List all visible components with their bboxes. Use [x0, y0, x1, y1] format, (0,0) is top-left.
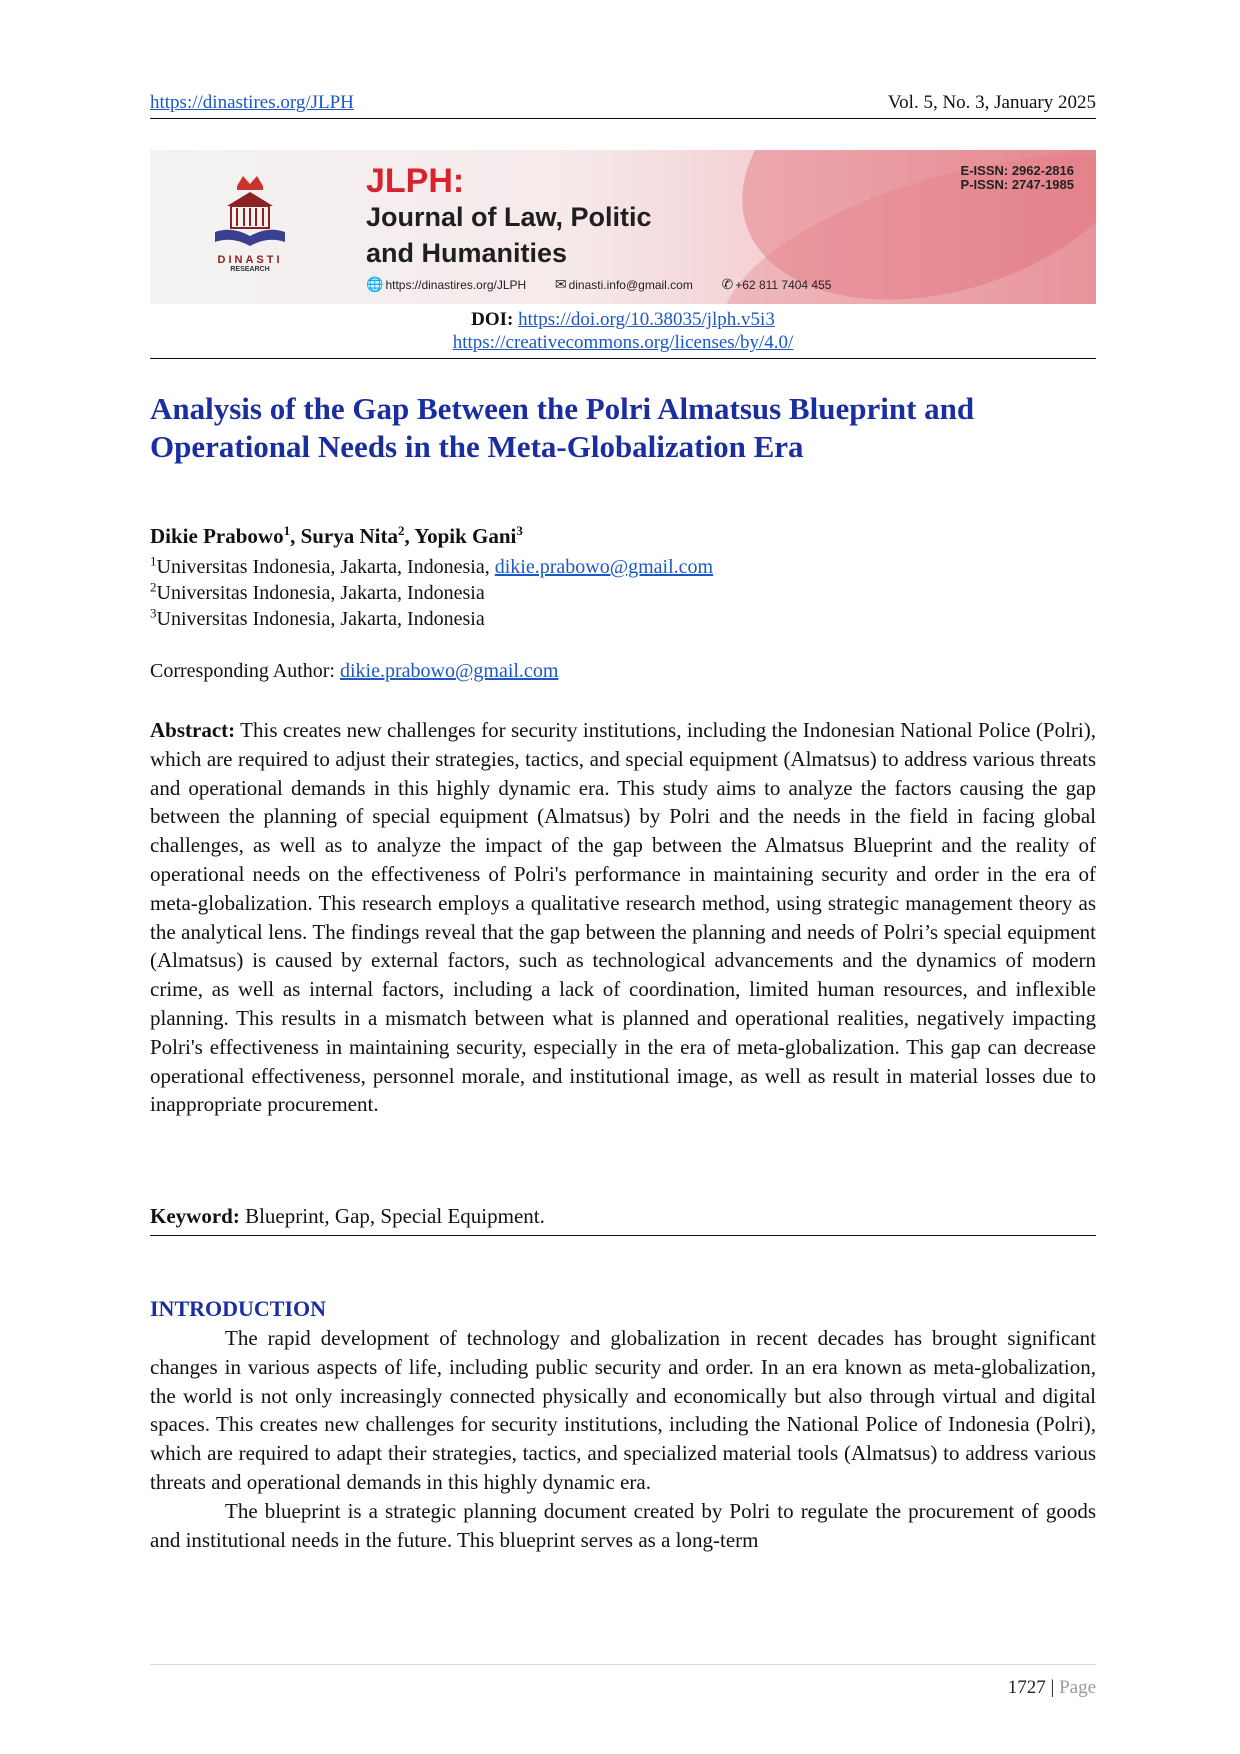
- banner-phone: +62 811 7404 455: [735, 278, 832, 292]
- paragraph: The blueprint is a strategic planning document created by Polri to regulate the procurement of goods and institutional needs in the future. This blueprint serves as a long-term: [150, 1498, 1096, 1552]
- issn-block: [961, 164, 1074, 192]
- logo-subtext: RESEARCH: [230, 266, 270, 273]
- affiliation: [150, 579, 485, 605]
- author-sup: 3: [516, 523, 523, 538]
- paper-title: [150, 390, 1096, 466]
- keyword-label: Keyword:: [150, 1204, 240, 1228]
- abstract: [150, 716, 1096, 1119]
- page-footer: [1008, 1677, 1096, 1699]
- affiliation-text: Universitas Indonesia, Jakarta, Indonesia,: [156, 556, 495, 578]
- paper-title-line2: Operational Needs in the Meta-Globalization Era: [150, 429, 804, 464]
- banner-email: dinasti.info@gmail.com: [568, 278, 693, 292]
- dinasti-logo: [200, 172, 300, 282]
- corresponding-email-link[interactable]: dikie.prabowo@gmail.com: [340, 660, 559, 682]
- banner-website: https://dinastires.org/JLPH: [385, 278, 527, 292]
- author-email-link[interactable]: dikie.prabowo@gmail.com: [494, 556, 714, 578]
- corresponding-label: Corresponding Author:: [150, 660, 340, 682]
- author-name: Dikie Prabowo: [150, 524, 284, 548]
- paper-title-line1: Analysis of the Gap Between the Polri Almatsus Blueprint and: [150, 391, 975, 426]
- journal-banner: [150, 150, 1096, 304]
- author-sup: 1: [283, 523, 291, 538]
- doi-block: [150, 308, 1096, 354]
- volume-info: Vol. 5, No. 3, January 2025: [887, 92, 1096, 113]
- keyword-text: Blueprint, Gap, Special Equipment.: [239, 1204, 545, 1228]
- section-heading-introduction: INTRODUCTION: [150, 1296, 327, 1321]
- corresponding-author: [150, 660, 558, 683]
- affiliation-sup: 2: [150, 579, 157, 595]
- running-header: [150, 92, 1096, 119]
- journal-short-name: JLPH:: [366, 162, 465, 200]
- journal-name-line2: and Humanities: [366, 238, 568, 268]
- journal-contacts: [366, 276, 831, 293]
- affiliation-sup: 3: [150, 605, 157, 621]
- author-sup: 2: [398, 523, 405, 538]
- license-link[interactable]: https://creativecommons.org/licenses/by/4.0/: [452, 332, 794, 353]
- affiliation-sup: 1: [150, 553, 157, 569]
- keywords: [150, 1204, 1096, 1236]
- doi-label: DOI:: [471, 309, 514, 330]
- affiliation-text: Universitas Indonesia, Jakarta, Indonesia: [156, 582, 485, 604]
- author-name: Surya Nita: [300, 524, 399, 548]
- doi-link[interactable]: https://doi.org/10.38035/jlph.v5i3: [518, 309, 775, 330]
- journal-name-line1: Journal of Law, Politic: [366, 202, 652, 232]
- affiliation: [150, 553, 714, 579]
- introduction-body: [150, 1324, 1096, 1554]
- paragraph: The rapid development of technology and globalization in recent decades has brought significant changes in various aspects of life, including public security and order. In an era known as meta-globalization, the world is not only increasingly connected physically and economically but also through virtual and digital spaces. This creates new challenges for security institutions, including the National Police of Indonesia (Polri), which are required to adapt their strategies, tactics, and specialized material tools (Almatsus) to address various threats and operational demands in this highly dynamic era.: [150, 1326, 1096, 1494]
- author-name: Yopik Gani: [414, 524, 517, 548]
- affiliation-text: Universitas Indonesia, Jakarta, Indonesia: [156, 608, 485, 630]
- journal-url-link[interactable]: https://dinastires.org/JLPH: [150, 92, 354, 113]
- divider: [150, 358, 1096, 359]
- footer-separator: |: [1045, 1677, 1060, 1698]
- e-issn: E-ISSN: 2962-2816: [960, 163, 1074, 178]
- paper-page: [150, 0, 1096, 1754]
- page-label: Page: [1059, 1677, 1096, 1698]
- abstract-label: Abstract:: [150, 718, 236, 742]
- abstract-text: This creates new challenges for security institutions, including the Indonesian National Police (Polri), which are required to adjust their strategies, tactics, and special equipment (Almatsus) to address various threats and operational demands in this highly dynamic era. This study aims to analyze the factors causing the gap between the planning of special equipment (Almatsus) by Polri and the needs in the field in facing global challenges, as well as to analyze the impact of the gap between the Almatsus Blueprint and the reality of operational needs on the effectiveness of Polri's performance in maintaining security and order in the era of meta-globalization. This research employs a qualitative research method, using strategic management theory as the analytical lens. The findings reveal that the gap between the planning and needs of Polri’s special equipment (Almatsus) is caused by external factors, such as technological advancements and the dynamics of modern crime, as well as internal factors, including a lack of coordination, limited human resources, and inflexible planning. This results in a mismatch between what is planned and operational realities, negatively impacting Polri's effectiveness in maintaining security, especially in the era of meta-globalization. This gap can decrease operational effectiveness, personnel morale, and institutional image, as well as result in material losses due to inappropriate procurement.: [150, 718, 1096, 1117]
- footer-divider: [150, 1664, 1096, 1665]
- phone-icon: ✆: [721, 276, 734, 292]
- author-separator: ,: [404, 524, 415, 548]
- page-number: 1727: [1007, 1677, 1046, 1698]
- p-issn: P-ISSN: 2747-1985: [960, 177, 1074, 192]
- crown-book-icon: [207, 172, 293, 252]
- envelope-icon: ✉: [554, 276, 567, 292]
- author-list: [150, 524, 523, 549]
- author-separator: ,: [290, 524, 301, 548]
- logo-text: DINASTI: [217, 254, 283, 266]
- affiliation: [150, 605, 485, 631]
- globe-icon: 🌐: [366, 276, 384, 292]
